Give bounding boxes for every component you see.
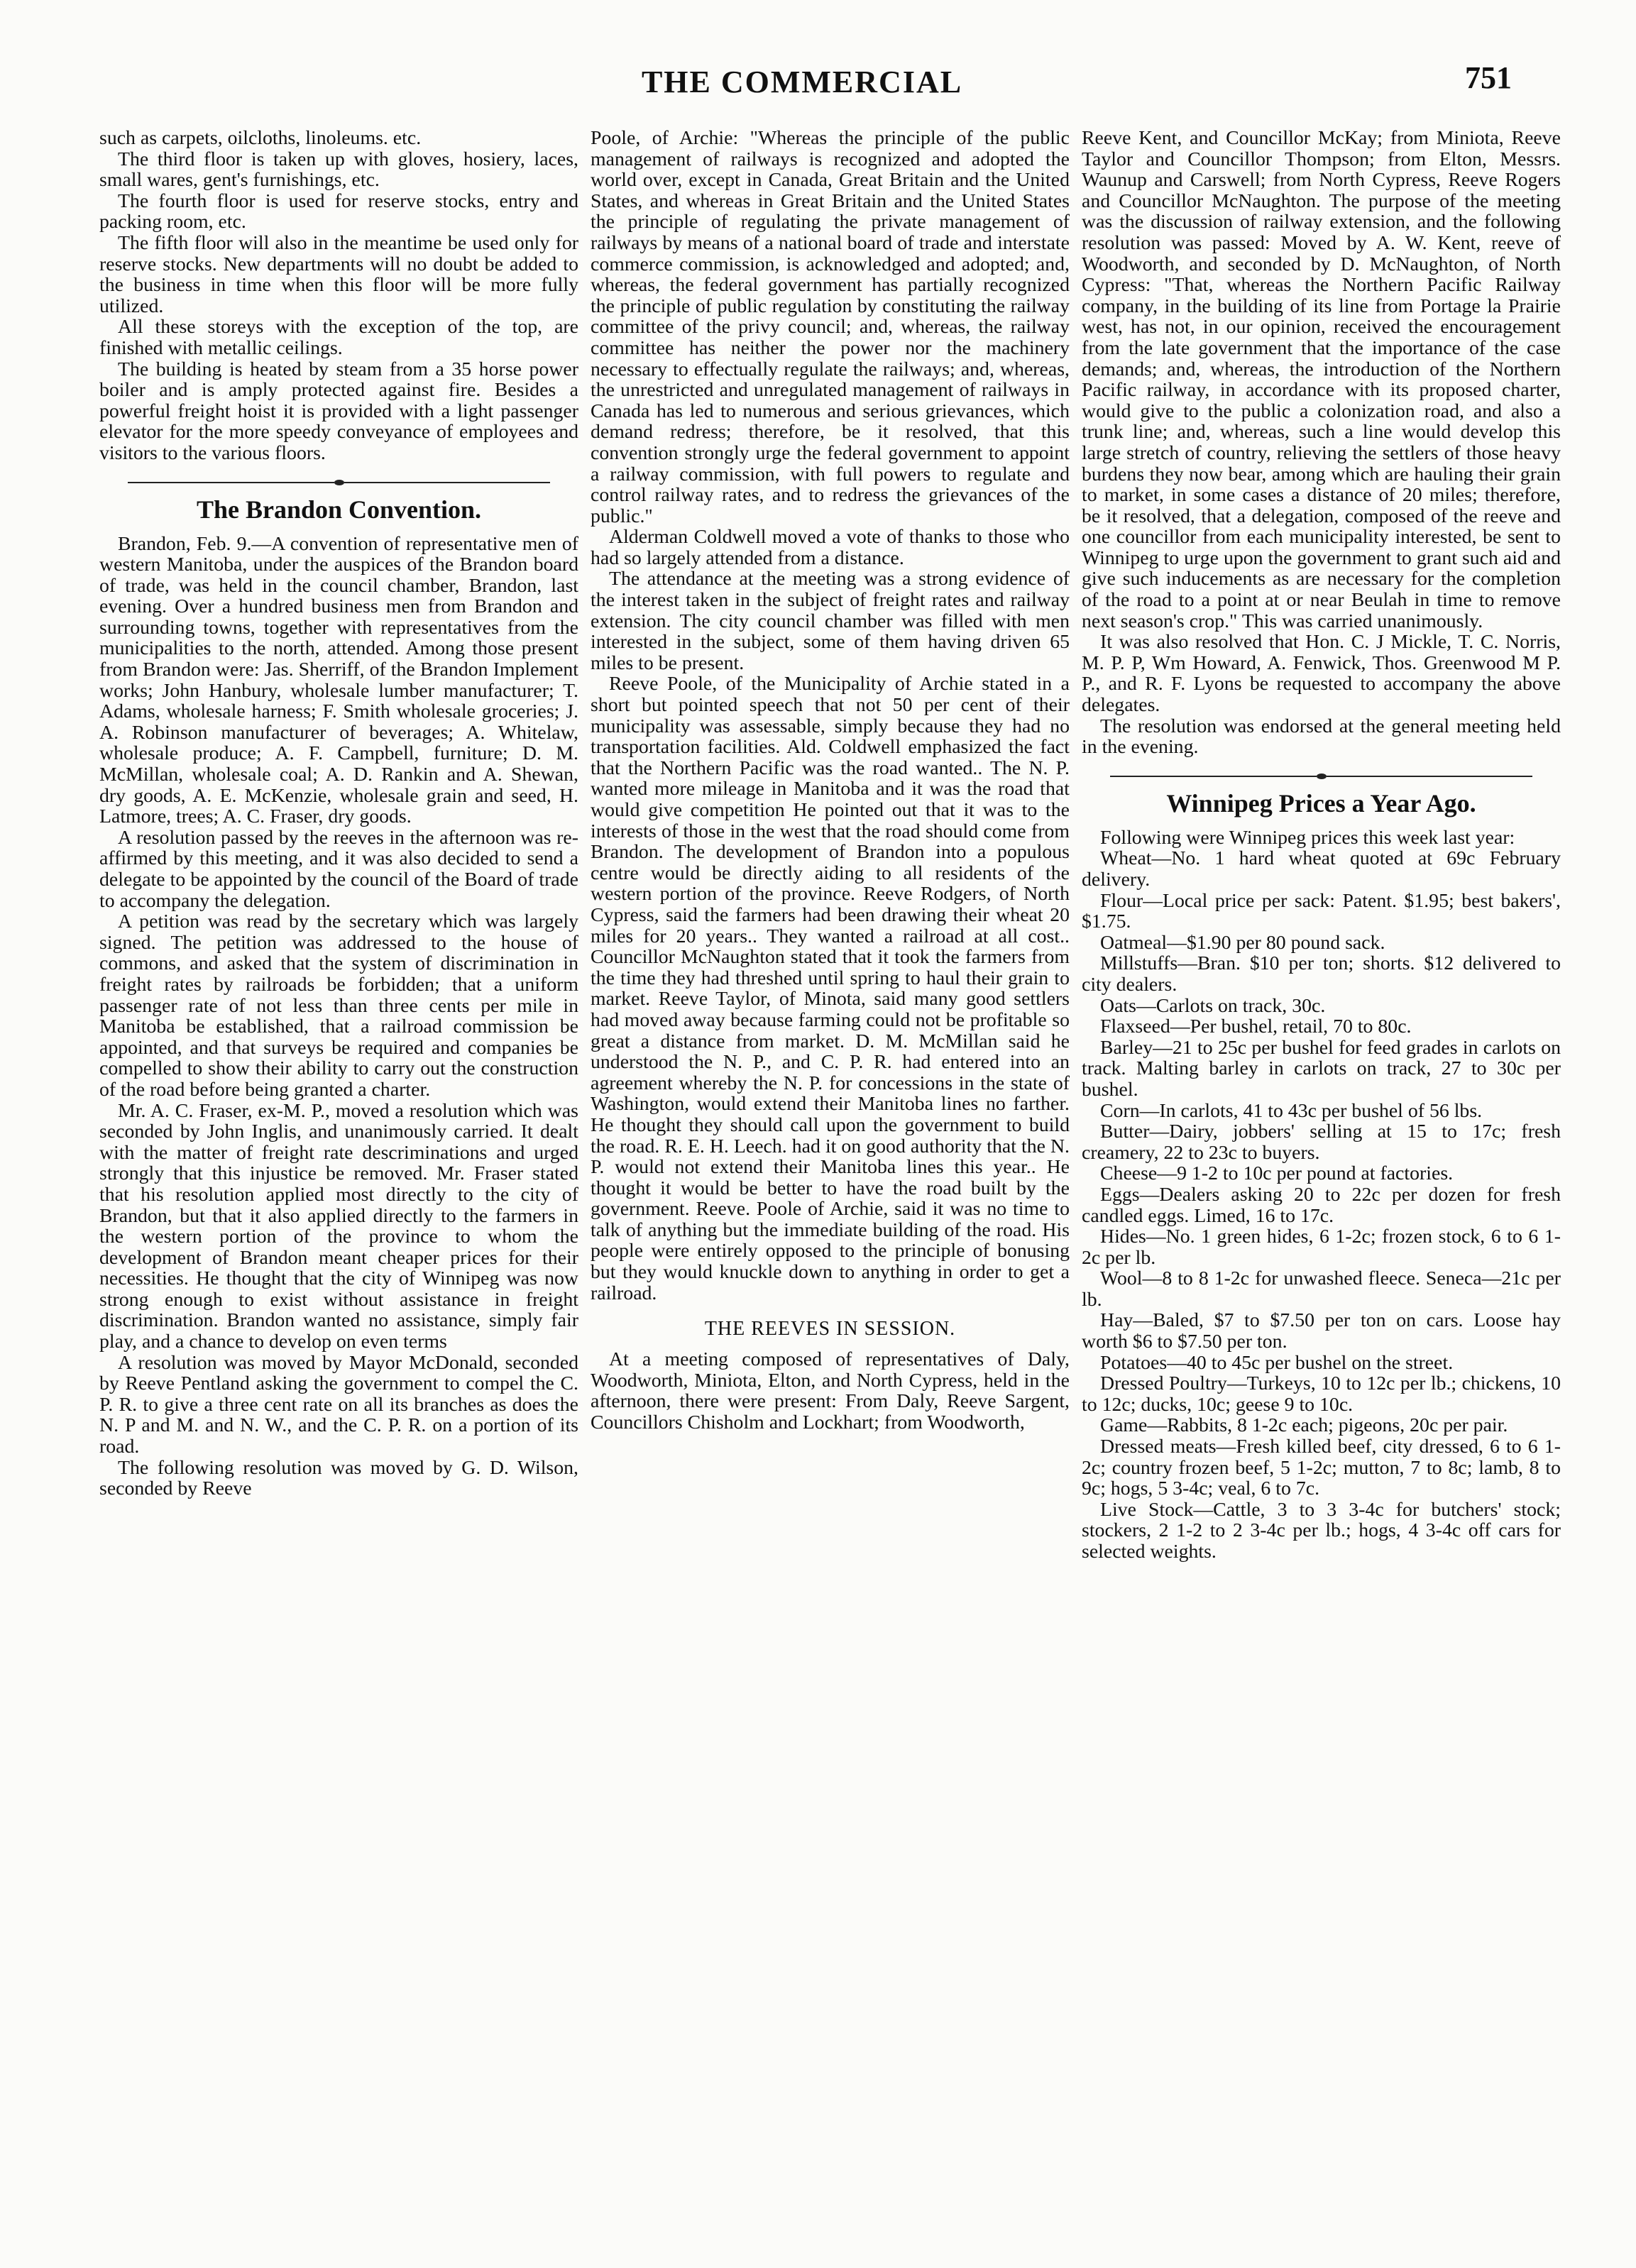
paragraph: Following were Winnipeg prices this week last year: — [1100, 826, 1515, 849]
section-divider — [1082, 774, 1561, 779]
paragraph: The attendance at the meeting was a strong evidence of the interest taken in the subject of freight rates and railway extension. The city council chamber was filled with men interested in the subject, some of them having driven 65 miles to be present. — [591, 568, 1070, 674]
column-1 — [99, 128, 578, 2250]
article-heading: Winnipeg Prices a Year Ago. — [1166, 788, 1476, 818]
paragraph: A resolution was moved by Mayor McDonald, seconded by Reeve Pentland asking the government to compel the C. P. R. to give a three cent rate on all its branches as does the N. P and M. and N. W., and the C. P. R. on a portion of its road. — [99, 1351, 578, 1458]
paragraph: The resolution was endorsed at the general meeting held in the evening. — [1082, 715, 1561, 759]
paragraph: Poole, of Archie: "Whereas the principle of the public management of railways is recognized and adopted the world over, except in Canada, Great Britain and the United States, and whereas in Great Britain and the United States the principle of regulating the private management of railways by means of a national board of trade and interstate commerce commission, is acknowledged and adopted; and, whereas, the federal government has partially recognized the principle of public regulation by constituting the railway committee of the privy council; and, whereas, the railway committee has neither the power nor the machinery necessary to effectually regulate the railways; and, whereas, the unrestricted and unregulated management of railways in Canada has led to numerous and serious grievances, which demand redress; therefore, be it resolved, that this convention strongly urge the federal government to appoint a railway commission, with full powers to regulate and control railway rates, and to redress the grievances of the public." — [591, 128, 1070, 527]
price-item: Hay—Baled, $7 to $7.50 per ton on cars. Loose hay worth $6 to $7.50 per ton. — [1082, 1309, 1561, 1353]
price-item: Eggs—Dealers asking 20 to 22c per dozen for fresh candled eggs. Limed, 16 to 17c. — [1082, 1183, 1561, 1227]
price-item: Potatoes—40 to 45c per bushel on the street. — [1100, 1351, 1454, 1374]
price-item: Oats—Carlots on track, 30c. — [1100, 994, 1326, 1017]
paragraph: Mr. A. C. Fraser, ex-M. P., moved a resolution which was seconded by John Inglis, and unanimously carried. It dealt with the matter of freight rate descriminations and urged strongly that this injustice be removed. Mr. Fraser stated that his resolution applied most directly to the city of Brandon, but that it also applied directly to the farmers in the western portion of the province to whom the development of Brandon meant cheaper prices for their necessities. He thought that the city of Winnipeg was now strong enough to exist without assistance in freight discrimination. Brandon wanted no assistance, simply fair play, and a chance to develop on even terms — [99, 1099, 578, 1353]
paragraph: A petition was read by the secretary which was largely signed. The petition was addressed to the house of commons, and asked that the system of discrimination in freight rates by railroads be forbidden; that a uniform passenger rate of not less than three cents per mile in Manitoba be established, that a railroad commission be appointed, and that surveys be required and companies be compelled to show their ability to carry out the construction of the road before being granted a charter. — [99, 910, 578, 1101]
price-item: Live Stock—Cattle, 3 to 3 3-4c for butchers' stock; stockers, 2 1-2 to 2 3-4c per lb.; hogs, 4 3-4c off cars for selected weights. — [1082, 1498, 1561, 1563]
paragraph: The building is heated by steam from a 35 horse power boiler and is amply protected against fire. Besides a powerful freight hoist it is provided with a light passenger elevator for the more speedy conveyance of employees and visitors to the various floors. — [99, 358, 578, 464]
price-item: Flaxseed—Per bushel, retail, 70 to 80c. — [1100, 1015, 1412, 1038]
price-item: Oatmeal—$1.90 per 80 pound sack. — [1100, 931, 1385, 954]
publication-title: THE COMMERCIAL — [641, 64, 963, 99]
price-item: Wool—8 to 8 1-2c for unwashed fleece. Seneca—21c per lb. — [1082, 1267, 1561, 1311]
price-item: Cheese—9 1-2 to 10c per pound at factories. — [1100, 1162, 1454, 1185]
paragraph: Brandon, Feb. 9.—A convention of representative men of western Manitoba, under the auspices of the Brandon board of trade, was held in the council chamber, Brandon, last evening. Over a hundred business men from Brandon and surrounding towns, together with representatives from the municipalities to the north, attended. Among those present from Brandon were: Jas. Sherriff, of the Brandon Implement works; John Hanbury, wholesale lumber manufacturer; T. Adams, wholesale harness; F. Smith wholesale groceries; J. A. Robinson manufacturer of beverages; A. Whitelaw, wholesale produce; A. F. Campbell, furniture; D. M. McMillan, wholesale coal; A. D. Rankin and A. Shewan, dry goods, A. E. McKenzie, wholesale grain and seed, H. Latmore, trees; A. C. Fraser, dry goods. — [99, 532, 578, 828]
column-2 — [591, 128, 1070, 2250]
price-item: Hides—No. 1 green hides, 6 1-2c; frozen stock, 6 to 6 1-2c per lb. — [1082, 1226, 1561, 1269]
paragraph: At a meeting composed of representatives of Daly, Woodworth, Miniota, Elton, and North Cypress, held in the afternoon, there were present: From Daly, Reeve Sargent, Councillors Chisholm and Lockhart; from Woodworth, — [591, 1348, 1070, 1434]
column-3 — [1082, 128, 1561, 2250]
price-item: Barley—21 to 25c per bushel for feed grades in carlots on track. Malting barley in carlots on track, 27 to 30c per bushel. — [1082, 1036, 1561, 1101]
paragraph: such as carpets, oilcloths, linoleums. etc. — [99, 128, 422, 149]
paragraph: Reeve Poole, of the Municipality of Archie stated in a short but pointed speech that not 50 per cent of their municipality was assessable, simply because they had no transportation facilities. Ald. Coldwell emphasized the fact that the Northern Pacific was the road wanted.. The N. P. wanted more mileage in Manitoba and it was the road that would give competition He pointed out that it was to the interests of those in the west that the road should come from Brandon. The development of Brandon into a populous centre would be directly aiding to all residents of the western portion of the province. Reeve Rodgers, of North Cypress, said the farmers had been drawing their wheat 20 miles for 20 years.. They wanted a railroad at all cost.. Councillor McNaughton stated that it took the farmers from the time they had threshed until spring to haul their grain to market. Reeve Taylor, of Minota, said many good settlers had moved away because farming could not be profitable so great a distance from market. D. M. McMillan said he understood the N. P., and C. P. R. had entered into an agreement whereby the N. P. for concessions in the state of Washington, would extend their Manitoba lines no farther. He thought they should call upon the government to build the road. R. E. H. Leech. had it on good authority that the N. P. would not extend their Manitoba lines this year.. He thought it would be better to have the road built by the government. Reeve. Poole of Archie, said it was no time to talk of anything but the immediate building of the road. His people were entirely opposed to the principle of bonusing but they would knuckle down to anything in order to get a railroad. — [591, 673, 1070, 1304]
masthead — [92, 43, 1512, 121]
paragraph: The fifth floor will also in the meantime be used only for reserve stocks. New departments will no doubt be added to the business in time when this floor will be more fully utilized. — [99, 231, 578, 317]
paragraph: The following resolution was moved by G. D. Wilson, seconded by Reeve — [99, 1456, 578, 1500]
paragraph: Reeve Kent, and Councillor McKay; from Miniota, Reeve Taylor and Councillor Thompson; from Elton, Messrs. Waunup and Carswell; from North Cypress, Reeve Rogers and Councillor McNaughton. The purpose of the meeting was the discussion of railway extension, and the following resolution was passed: Moved by A. W. Kent, reeve of Woodworth, and seconded by D. McNaughton, of North Cypress: "That, whereas the Northern Pacific Railway company, in the building of its line from Portage la Prairie west, has not, in our opinion, received the encouragement from the late government that the importance of the case demands; and, whereas, the introduction of the Northern Pacific railway, in accordance with its proposed charter, would give to the public a colonization road, and also a trunk line; and, whereas, such a line would develop this large stretch of country, relieving the settlers of those heavy burdens they now bear, among which are hauling their grain to market, in some cases a distance of 20 miles; therefore, be it resolved, that a delegation, composed of the reeve and one councillor from each municipality interested, be sent to Winnipeg to urge upon the government to grant such aid and give such inducements as are necessary for the completion of the road to a point at or near Beulah in time to remove next season's crop." This was carried unanimously. — [1082, 128, 1561, 632]
price-item: Game—Rabbits, 8 1-2c each; pigeons, 20c per pair. — [1100, 1414, 1508, 1437]
price-item: Dressed Poultry—Turkeys, 10 to 12c per lb.; chickens, 10 to 12c; ducks, 10c; geese 9 to 10c. — [1082, 1372, 1561, 1416]
article-heading: The Brandon Convention. — [196, 495, 482, 524]
section-divider — [99, 480, 578, 485]
price-item: Wheat—No. 1 hard wheat quoted at 69c February delivery. — [1082, 847, 1561, 891]
paragraph: The fourth floor is used for reserve stocks, entry and packing room, etc. — [99, 189, 578, 233]
page-number: 751 — [1465, 60, 1512, 95]
paragraph: Alderman Coldwell moved a vote of thanks to those who had so largely attended from a distance. — [591, 526, 1070, 569]
price-item: Corn—In carlots, 41 to 43c per bushel of 56 lbs. — [1100, 1099, 1483, 1122]
price-item: Dressed meats—Fresh killed beef, city dressed, 6 to 6 1-2c; country frozen beef, 5 1-2c; mutton, 7 to 8c; lamb, 8 to 9c; hogs, 5 3-4c; veal, 6 to 7c. — [1082, 1436, 1561, 1500]
paragraph: The third floor is taken up with gloves, hosiery, laces, small wares, gent's furnishings, etc. — [99, 148, 578, 192]
price-item: Millstuffs—Bran. $10 per ton; shorts. $12 delivered to city dealers. — [1082, 952, 1561, 996]
price-item: Butter—Dairy, jobbers' selling at 15 to 17c; fresh creamery, 22 to 23c to buyers. — [1082, 1121, 1561, 1164]
section-subheading: THE REEVES IN SESSION. — [704, 1318, 956, 1341]
paragraph: It was also resolved that Hon. C. J Mickle, T. C. Norris, M. P. P, Wm Howard, A. Fenwick, Thos. Greenwood M P. P., and R. F. Lyons be requested to accompany the above delegates. — [1082, 631, 1561, 717]
paragraph: A resolution passed by the reeves in the afternoon was re-affirmed by this meeting, and it was also decided to send a delegate to be appointed by the council of the Board of trade to accompany the delegation. — [99, 826, 578, 912]
price-item: Flour—Local price per sack: Patent. $1.95; best bakers', $1.75. — [1082, 889, 1561, 933]
paragraph: All these storeys with the exception of the top, are finished with metallic ceilings. — [99, 316, 578, 359]
